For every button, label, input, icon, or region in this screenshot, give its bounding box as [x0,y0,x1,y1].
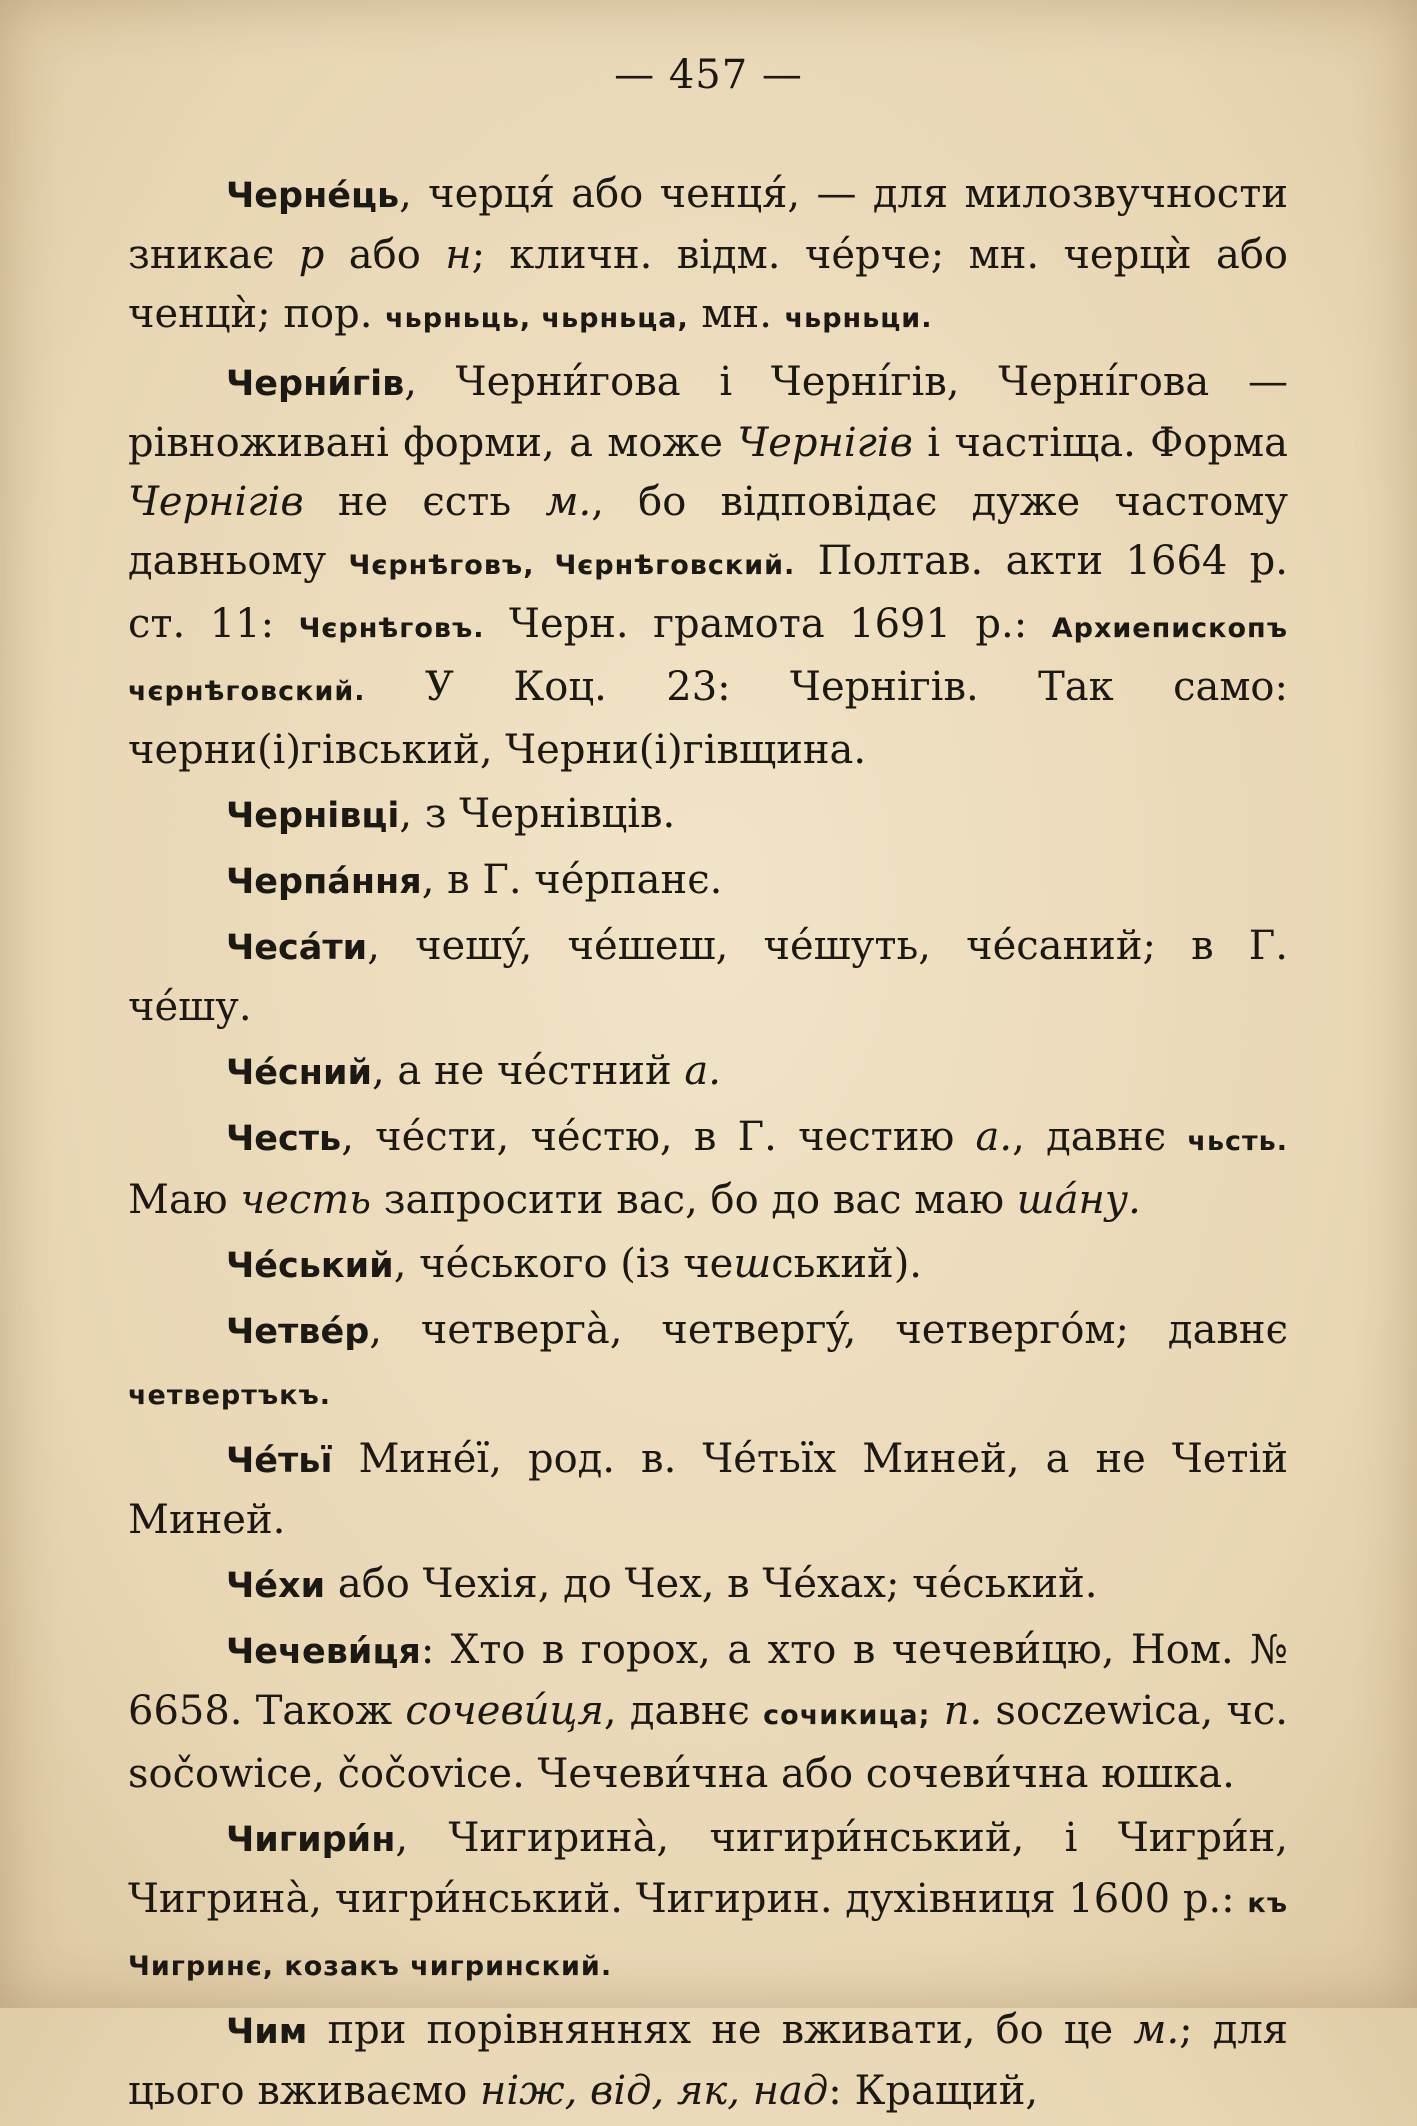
entry-text: і частіща. Форма [912,420,1289,466]
dictionary-entry [128,785,1288,846]
entry-text: Полтав. акти 1664 р. ст. 11: [128,538,1288,647]
dictionary-entry [128,1042,1288,1103]
entry-text: мн. [688,291,785,337]
church-slavonic-quote: чьсть. [1187,1126,1288,1157]
italic-text: м. [545,479,592,525]
entry-text: запросити вас, бо до вас маю [371,1177,1017,1223]
church-slavonic-quote: къ Чигринє, козакъ чигринский. [128,1888,1288,1982]
headword: Чéхи [226,1566,326,1606]
headword: Чéтьї [226,1441,333,1481]
headword: Чéський [226,1246,394,1286]
dictionary-entry [128,1555,1288,1616]
headword: Чернівці [226,796,400,836]
entry-text: , чешý, чéшеш, чéшуть, чéсаний; в Г. чéшу. [128,923,1288,1030]
church-slavonic-quote: чьрньць, чьрньца, [385,303,689,334]
entry-text: , в Г. чéрпанє. [421,857,723,903]
entry-text: ; для цього вживаємо [128,2007,1288,2114]
dictionary-entry [128,1621,1288,1804]
entry-text: ; кличн. відм. чéрче; мн. черцѝ або ченцѝ; пор. [128,232,1288,337]
entry-text: або Чехія, до Чех, в Чéхах; чéський. [325,1561,1098,1607]
entry-text: У Коц. 23: Чернігів. Так само: черни(і)гівський, Черни(і)гівщина. [128,664,1288,773]
headword: Чéсний [226,1053,372,1093]
church-slavonic-quote: сочикица; [763,1700,931,1731]
entry-text [930,1688,943,1734]
headword: Чигири́н [226,1820,396,1860]
italic-text: сочеви́ця [405,1688,604,1734]
dictionary-entry [128,1430,1288,1550]
dictionary-entry [128,165,1288,348]
italic-text: а. [684,1048,721,1094]
italic-text: ніж, від, як, над [480,2068,829,2114]
entry-text: : Хто в горох, а хто в чечеви́цю, Ном. № 6658. Також [128,1627,1288,1734]
dictionary-text [128,165,1288,2126]
entry-text: , черця́ або ченця́, — для милозвучности зникає [128,171,1288,278]
entry-text: , четвергà, четвергý, четвергóм; давнє [369,1307,1288,1353]
entry-text: або [324,232,446,278]
headword: Чечеви́ця [226,1632,421,1672]
headword: Честь [226,1119,342,1159]
entry-text: ський). [771,1241,923,1287]
italic-text: честь [240,1177,372,1223]
dictionary-entry [128,917,1288,1037]
headword: Черпáння [226,862,422,902]
italic-text: р [298,232,325,278]
headword: Черни́гів [226,364,405,404]
entry-text: , чéського (із че [393,1241,734,1287]
italic-text: Чернігів [737,420,913,466]
entry-text: , з Чернівців. [399,791,676,837]
italic-text: н [445,232,472,278]
entry-text: , а не чéстний [372,1048,685,1094]
entry-text: не єсть [303,479,546,525]
entry-text: при порівняннях не вживати, бо це [307,2007,1134,2053]
dictionary-entry [128,851,1288,912]
italic-text: ш [733,1241,772,1287]
dictionary-entry [128,1809,1288,1996]
entry-text: , давнє [1012,1114,1188,1160]
headword: Четвéр [226,1312,370,1352]
entry-text: , чéсти, чéстю, в Г. честию [341,1114,976,1160]
dictionary-entry [128,1301,1288,1425]
page-number: — 457 — [614,52,803,98]
dictionary-entry [128,1108,1288,1230]
italic-text: п. [943,1688,983,1734]
italic-text: шáну. [1016,1177,1141,1223]
church-slavonic-quote: чьрньци. [784,303,933,334]
entry-text: : Кращий, [828,2068,1039,2114]
church-slavonic-quote: Чєрнѣговъ. [298,613,485,644]
italic-text: м. [1133,2007,1180,2053]
italic-text: Чернігів [128,479,304,525]
dictionary-entry [128,2001,1288,2121]
church-slavonic-quote: четвертъкъ. [128,1380,332,1411]
entry-text: , Чигиринà, чигири́нський, і Чигри́н, Чигринà, чигри́нський. Чигирин. духівниця 1600 р.: [128,1815,1288,1922]
entry-text: Минéї, род. в. Чéтьїх Миней, а не Четій Миней. [128,1436,1288,1543]
entry-text: , бо відповідає дуже частому давньому [128,479,1288,584]
italic-text: а. [975,1114,1013,1160]
church-slavonic-quote: Чєрнѣговъ, Чєрнѣговский. [348,550,796,581]
dictionary-entry [128,353,1288,780]
entry-text: soczewica, чс. sočowice, čočovice. Чечеви́чна або сочеви́чна юшка. [128,1688,1288,1797]
headword: Чим [226,2012,308,2052]
church-slavonic-quote: Архиепископъ чєрнѣговский. [128,613,1288,707]
headword: Чесáти [226,928,368,968]
entry-text: , давнє [603,1688,764,1734]
headword: Чернéць [226,176,400,216]
entry-text: Маю [128,1177,241,1223]
entry-text: Черн. грамота 1691 р.: [484,601,1052,647]
dictionary-entry [128,1235,1288,1296]
entry-text: , Черни́гова і Черні́гів, Черні́гова — рівноживані форми, а може [128,359,1288,466]
